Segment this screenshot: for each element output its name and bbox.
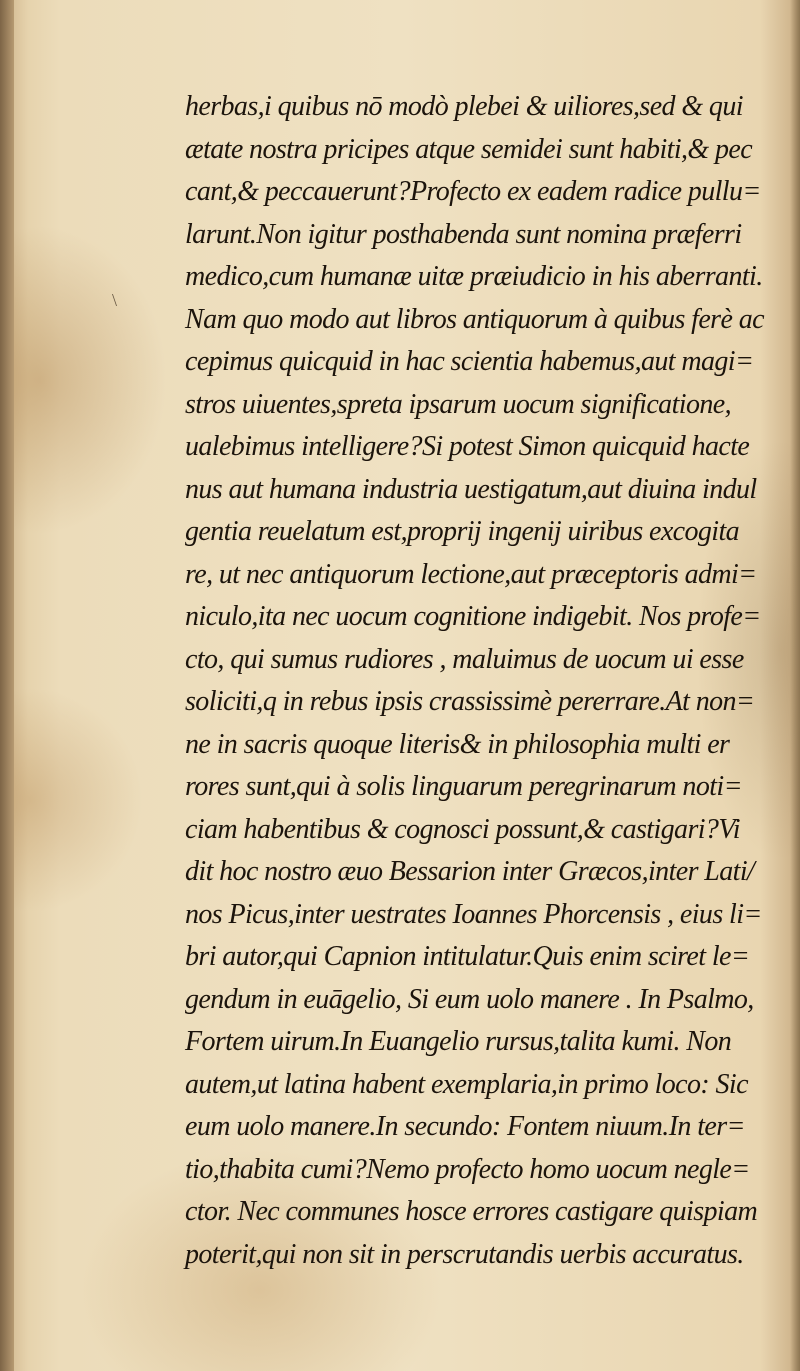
text-line-16: ne in sacris quoque literis& in philosophia multi er <box>185 728 730 760</box>
text-line-10: nus aut humana industria uestigatum,aut diuina indul <box>185 473 757 505</box>
text-line-22: gendum in euāgelio, Si eum uolo manere . In Psalmo, <box>185 983 754 1015</box>
text-line-4: larunt.Non igitur posthabenda sunt nomina præferri <box>185 218 742 250</box>
text-line-21: bri autor,qui Capnion intitulatur.Quis enim sciret le= <box>185 941 750 972</box>
text-line-24: autem,ut latina habent exemplaria,in primo loco: Sic <box>185 1068 748 1100</box>
text-line-23: Fortem uirum.In Euangelio rursus,talita kumi. Non <box>185 1026 732 1057</box>
text-line-19: dit hoc nostro æuo Bessarion inter Græcos,inter Lati/ <box>185 856 755 887</box>
text-line-6: Nam quo modo aut libros antiquorum à quibus ferè ac <box>185 303 764 335</box>
text-line-27: ctor. Nec communes hosce errores castigare quispiam <box>185 1196 758 1227</box>
text-line-7: cepimus quicquid in hac scientia habemus,aut magi= <box>185 346 754 377</box>
text-line-3: cant,& peccauerunt?Profecto ex eadem radice pullu= <box>185 176 761 207</box>
text-line-18: ciam habentibus & cognosci possunt,& castigari?Vi <box>185 813 740 845</box>
text-line-5: medico,cum humanæ uitæ præiudicio in his aberranti. <box>185 261 763 292</box>
text-line-2: ætate nostra pricipes atque semidei sunt habiti,& pec <box>185 133 753 165</box>
latin-text-block <box>185 86 795 1276</box>
text-line-11: gentia reuelatum est,proprij ingenij uiribus excogita <box>185 516 740 547</box>
text-line-1: herbas,i quibus nō modò plebei & uiliores,sed & qui <box>185 91 743 122</box>
text-line-20: nos Picus,inter uestrates Ioannes Phorcensis , eius li= <box>185 898 762 930</box>
text-line-8: stros uiuentes,spreta ipsarum uocum significatione, <box>185 388 731 420</box>
text-line-15: soliciti,q in rebus ipsis crassissimè pererrare.At non= <box>185 686 755 717</box>
text-line-26: tio,thabita cumi?Nemo profecto homo uocum negle= <box>185 1153 750 1185</box>
text-line-9: ualebimus intelligere?Si potest Simon quicquid hacte <box>185 431 750 462</box>
margin-mark: \ <box>112 290 118 310</box>
binding-gutter <box>0 0 14 1371</box>
text-line-28: poterit,qui non sit in perscrutandis uerbis accuratus. <box>185 1238 744 1270</box>
text-line-14: cto, qui sumus rudiores , maluimus de uocum ui esse <box>185 643 744 675</box>
text-line-25: eum uolo manere.In secundo: Fontem niuum.In ter= <box>185 1111 745 1142</box>
text-line-12: re, ut nec antiquorum lectione,aut præceptoris admi= <box>185 558 757 590</box>
text-line-13: niculo,ita nec uocum cognitione indigebit. Nos profe= <box>185 601 761 632</box>
text-line-17: rores sunt,qui à solis linguarum peregrinarum noti= <box>185 771 742 802</box>
